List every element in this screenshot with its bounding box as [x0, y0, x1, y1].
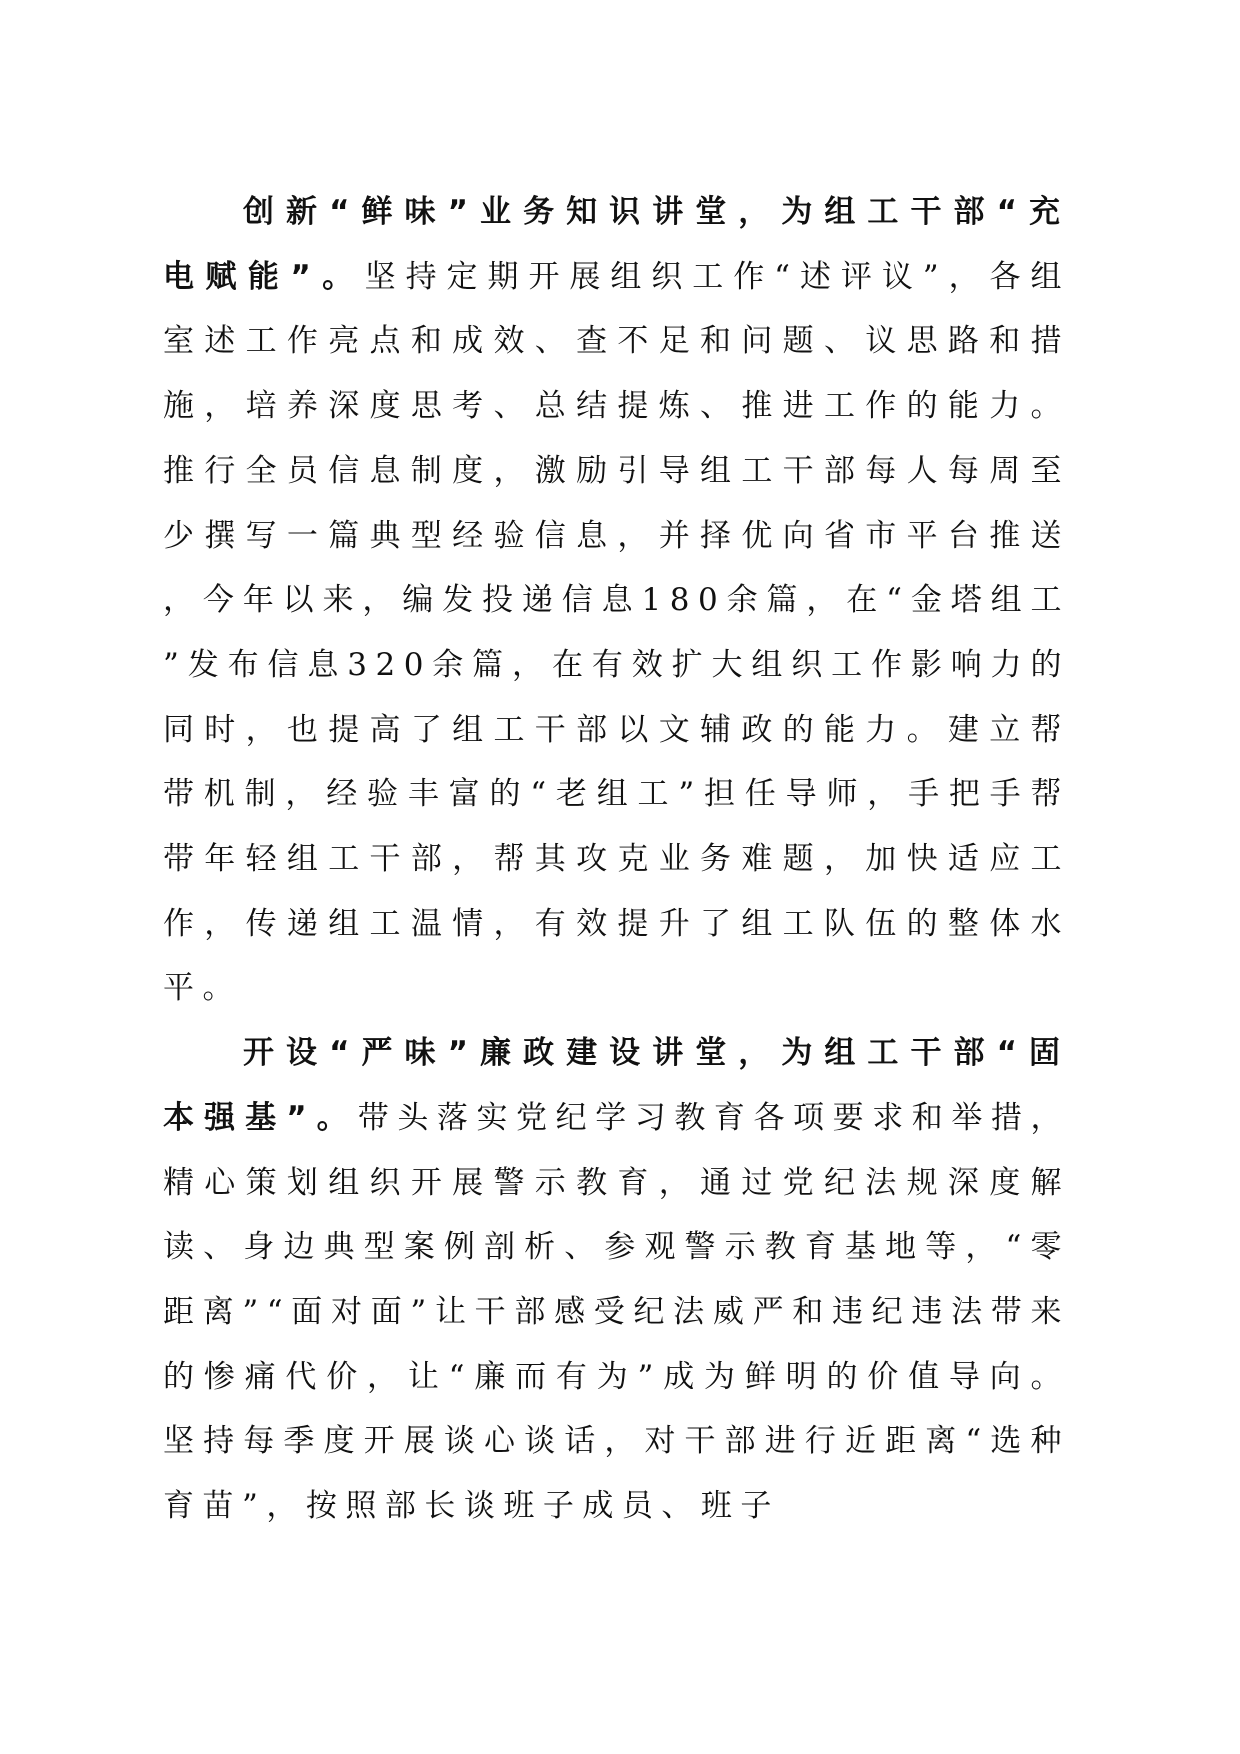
paragraph-1-heading: 创新“鲜味”业务知识讲堂，为组工干部“充电赋能”。	[163, 194, 1070, 295]
document-body	[163, 180, 1070, 1539]
paragraph-2-body: 带头落实党纪学习教育各项要求和举措，精心策划组织开展警示教育，通过党纪法规深度解读、身边典型案例剖析、参观警示教育基地等，“零距离”“面对面”让干部感受纪法威严和违纪违法带来的惨痛代价，让“廉而有为”成为鲜明的价值导向。坚持每季度开展谈心谈话，对干部进行近距离“选种育苗”，按照部长谈班子成员、班子	[163, 1099, 1071, 1525]
paragraph-2-heading: 开设“严味”廉政建设讲堂，为组工干部“固本强基”。	[163, 1035, 1070, 1136]
paragraph-1-body: 坚持定期开展组织工作“述评议”，各组室述工作亮点和成效、查不足和问题、议思路和措施，培养深度思考、总结提炼、推进工作的能力。推行全员信息制度，激励引导组工干部每人每周至少撰写一篇典型经验信息，并择优向省市平台推送，今年以来，编发投递信息180余篇，在“金塔组工”发布信息320余篇，在有效扩大组织工作影响力的同时，也提高了组工干部以文辅政的能力。建立帮带机制，经验丰富的“老组工”担任导师，手把手帮带年轻组工干部，帮其攻克业务难题，加快适应工作，传递组工温情，有效提升了组工队伍的整体水平。	[163, 258, 1071, 1007]
paragraph-1	[163, 180, 1070, 1021]
paragraph-2	[163, 1021, 1070, 1539]
